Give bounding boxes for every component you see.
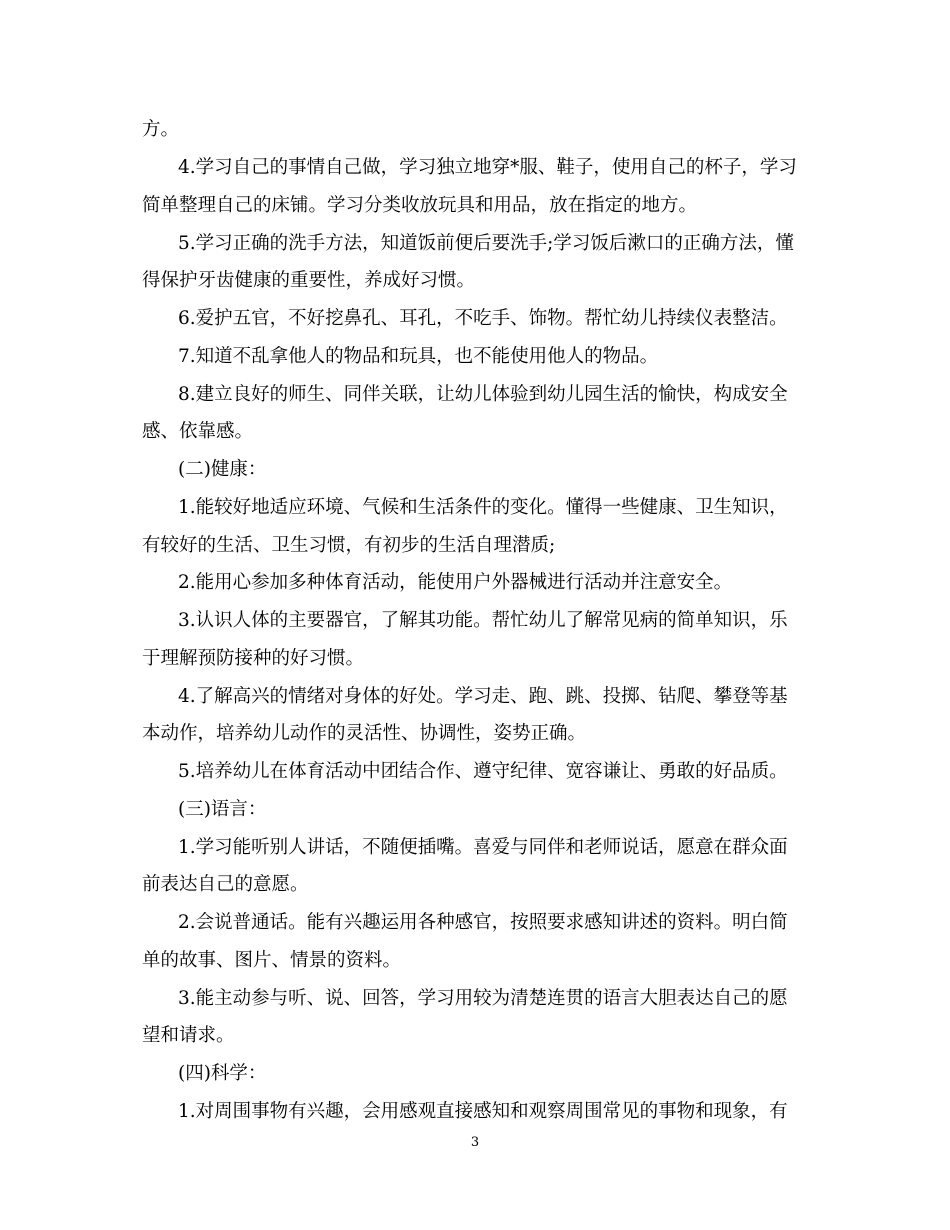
text-line: 于理解预防接种的好习惯。 xyxy=(142,648,365,669)
text-line: 8.建立良好的师生、同伴关联，让幼儿体验到幼儿园生活的愉快，构成安全 xyxy=(178,384,788,405)
text-line: 方。 xyxy=(142,119,180,140)
text-line: 本动作，培养幼儿动作的灵活性、协调性，姿势正确。 xyxy=(142,723,587,744)
text-line: 1.学习能听别人讲话，不随便插嘴。喜爱与同伴和老师说话，愿意在群众面 xyxy=(178,837,788,858)
section-heading: (二)健康： xyxy=(178,459,267,480)
text-line: 2.能用心参加多种体育活动，能使用户外器械进行活动并注意安全。 xyxy=(178,572,733,593)
text-line: 6.爱护五官，不好挖鼻孔、耳孔，不吃手、饰物。帮忙幼儿持续仪表整洁。 xyxy=(178,308,788,329)
section-heading: (三)语言： xyxy=(178,799,267,820)
text-line: 望和请求。 xyxy=(142,1025,235,1046)
text-line: 1.能较好地适应环境、气候和生活条件的变化。懂得一些健康、卫生知识， xyxy=(178,497,788,518)
text-line: 1.对周围事物有兴趣，会用感观直接感知和观察周围常见的事物和现象，有 xyxy=(178,1101,788,1122)
text-line: 有较好的生活、卫生习惯，有初步的生活自理潜质; xyxy=(142,535,556,556)
text-line: 5.学习正确的洗手方法，知道饭前便后要洗手;学习饭后漱口的正确方法，懂 xyxy=(178,233,794,254)
text-line: 感、依靠感。 xyxy=(142,421,254,442)
text-line: 3.认识人体的主要器官，了解其功能。帮忙幼儿了解常见病的简单知识，乐 xyxy=(178,610,788,631)
section-heading: (四)科学： xyxy=(178,1063,267,1084)
text-line: 2.会说普通话。能有兴趣运用各种感官，按照要求感知讲述的资料。明白简 xyxy=(178,912,788,933)
text-line: 7.知道不乱拿他人的物品和玩具，也不能使用他人的物品。 xyxy=(178,346,659,367)
text-line: 得保护牙齿健康的重要性，养成好习惯。 xyxy=(142,270,476,291)
text-line: 5.培养幼儿在体育活动中团结合作、遵守纪律、宽容谦让、勇敢的好品质。 xyxy=(178,761,788,782)
text-line: 单的故事、图片、情景的资料。 xyxy=(142,950,402,971)
text-line: 4.了解高兴的情绪对身体的好处。学习走、跑、跳、投掷、钻爬、攀登等基 xyxy=(178,686,788,707)
text-line: 前表达自己的意愿。 xyxy=(142,874,309,895)
text-line: 3.能主动参与听、说、回答，学习用较为清楚连贯的语言大胆表达自己的愿 xyxy=(178,988,788,1009)
text-line: 简单整理自己的床铺。学习分类收放玩具和用品，放在指定的地方。 xyxy=(142,195,698,216)
text-line: 4.学习自己的事情自己做，学习独立地穿*服、鞋子，使用自己的杯子，学习 xyxy=(178,157,797,178)
page-number: 3 xyxy=(470,1135,480,1150)
